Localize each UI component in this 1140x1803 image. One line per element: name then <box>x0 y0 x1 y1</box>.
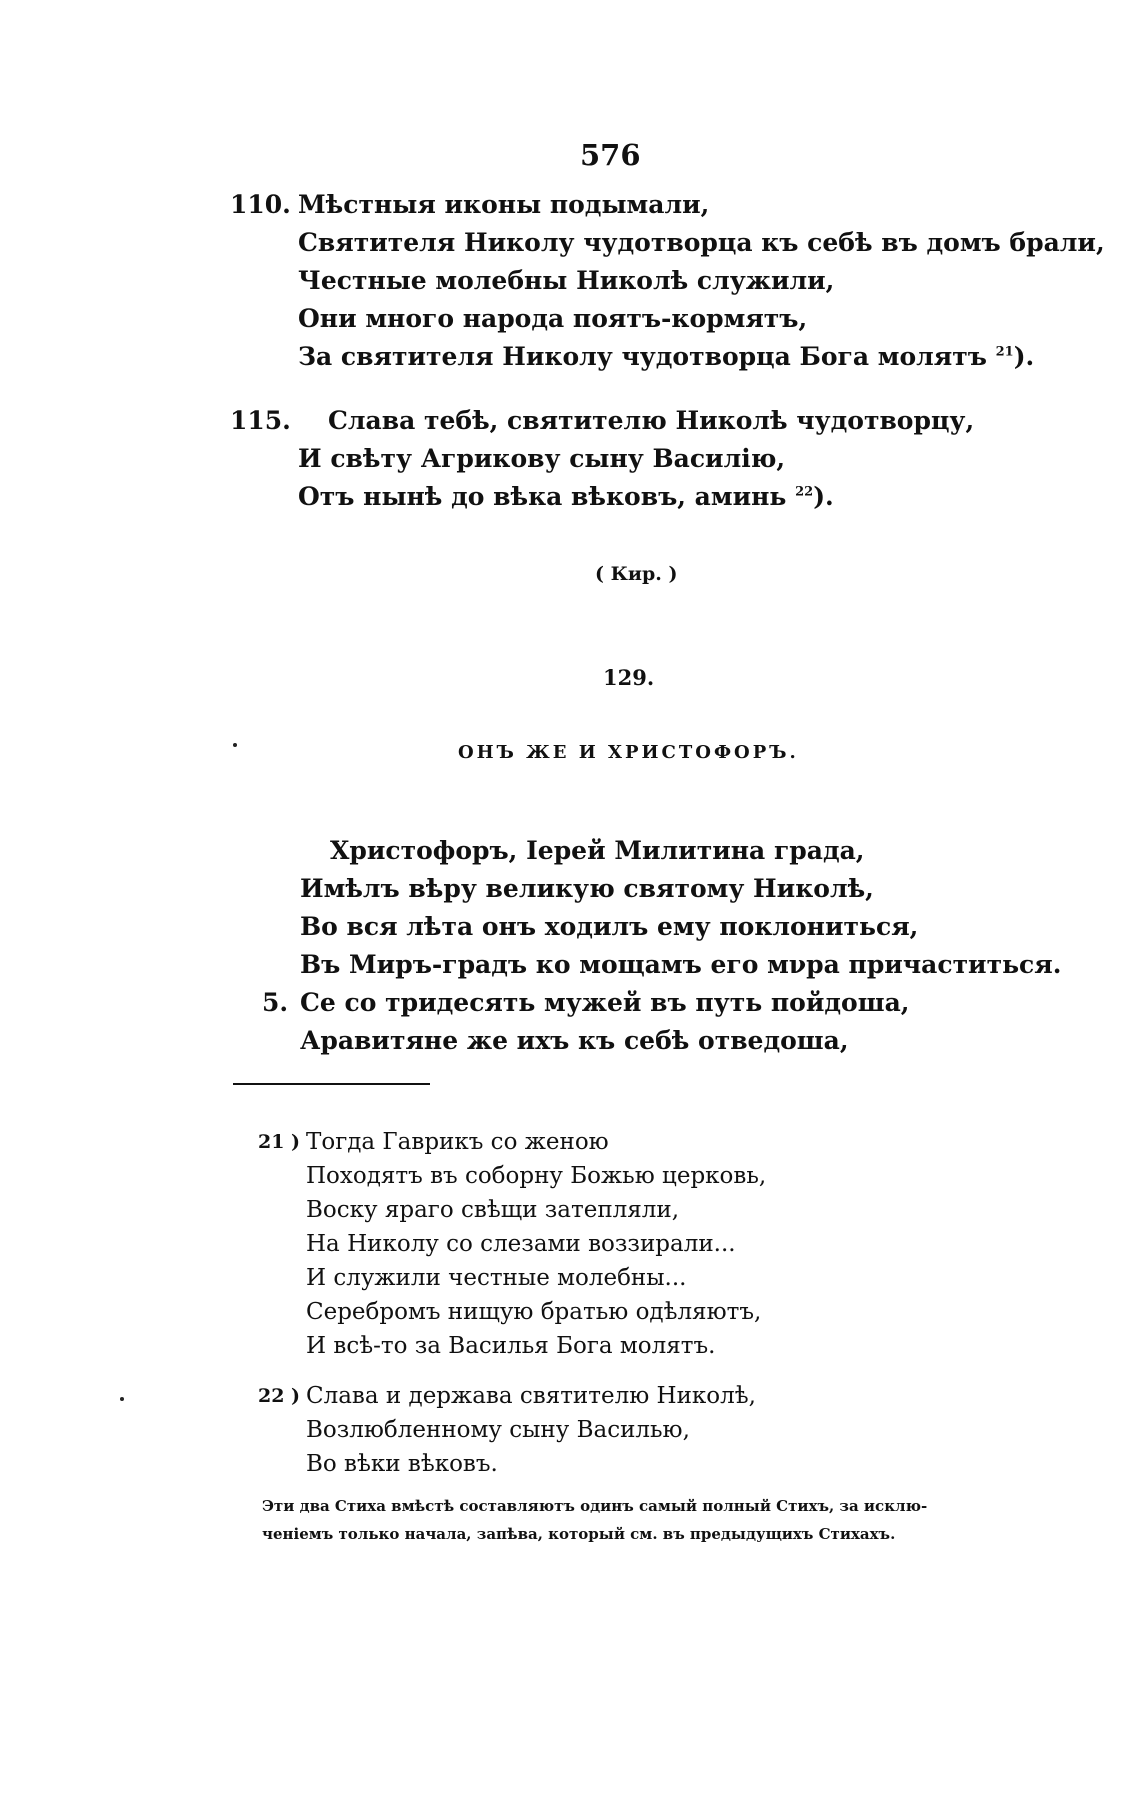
verse-line <box>0 338 1140 376</box>
footnote-text: На Николу со слезами воззирали... <box>306 1231 736 1257</box>
verse-text: Се со тридесять мужей въ путь пойдоша, <box>300 988 910 1017</box>
footnote-21 <box>0 1125 1140 1363</box>
editorial-comment-line-2: ченіемъ только начала, запѣва, который см. въ предыдущихъ Стихахъ. <box>262 1525 896 1543</box>
footnote-line <box>0 1261 1140 1295</box>
verse-text: Имѣлъ вѣру великую святому Николѣ, <box>300 874 874 903</box>
verse-line <box>0 908 1140 946</box>
footnote-line <box>0 1125 1140 1159</box>
verse-line <box>0 262 1140 300</box>
footnote-ref: 21 <box>995 344 1014 360</box>
footnote-line <box>0 1329 1140 1363</box>
verse-line <box>0 984 1140 1022</box>
footnote-text: Возлюбленному сыну Василью, <box>306 1417 690 1443</box>
editorial-comment-line-1: Эти два Стиха вмѣстѣ составляютъ одинъ самый полный Стихъ, за исклю- <box>262 1497 928 1515</box>
footnote-line <box>0 1193 1140 1227</box>
footnote-text: Воску яраго свѣщи затепляли, <box>306 1197 680 1223</box>
footnote-ref: 22 <box>795 484 814 500</box>
poem-title: ОНЪ ЖЕ И ХРИСТОФОРЪ. <box>458 742 799 763</box>
verse-text: Христофоръ, Іерей Милитина града, <box>330 836 865 865</box>
verse-line <box>0 300 1140 338</box>
stanza-b <box>0 402 1140 516</box>
verse-line <box>0 186 1140 224</box>
footnote-line <box>0 1379 1140 1413</box>
footnote-text: И всѣ-то за Василья Бога молятъ. <box>306 1333 716 1359</box>
verse-line <box>0 402 1140 440</box>
footnote-number: 21 ) <box>258 1131 301 1153</box>
verse-text-body: За святителя Николу чудотворца Бога молятъ <box>298 342 987 371</box>
verse-text <box>298 338 1034 376</box>
verse-line <box>0 870 1140 908</box>
verse-text: Святителя Николу чудотворца къ себѣ въ домъ брали, <box>298 228 1105 257</box>
page-number: 576 <box>580 138 641 172</box>
poem-number: 129. <box>603 665 655 690</box>
footnote-line <box>0 1227 1140 1261</box>
footnote-text: Слава и держава святителю Николѣ, <box>306 1383 756 1409</box>
stanza-a <box>0 186 1140 376</box>
verse-text-body: Отъ нынѣ до вѣка вѣковъ, аминь <box>298 482 787 511</box>
poem-body <box>0 832 1140 1060</box>
footnote-22 <box>0 1379 1140 1481</box>
line-number: 110. <box>230 190 291 219</box>
verse-text: Мѣстныя иконы подымали, <box>298 190 710 219</box>
verse-line <box>0 224 1140 262</box>
verse-line <box>0 946 1140 984</box>
source-attribution: ( Кир. ) <box>595 563 678 585</box>
print-speck <box>233 743 237 747</box>
footnote-text: Походятъ въ соборну Божью церковь, <box>306 1163 767 1189</box>
footnote-text: И служили честные молебны... <box>306 1265 687 1291</box>
verse-text: Слава тебѣ, святителю Николѣ чудотворцу, <box>328 406 975 435</box>
verse-text <box>298 478 834 516</box>
verse-text: Въ Миръ-градъ ко мощамъ его мνра причаститься. <box>300 950 1062 979</box>
footnote-separator <box>233 1083 430 1085</box>
verse-text: Во вся лѣта онъ ходилъ ему поклониться, <box>300 912 919 941</box>
footnote-text: Серебромъ нищую братью одѣляютъ, <box>306 1299 762 1325</box>
verse-text: Честные молебны Николѣ служили, <box>298 266 835 295</box>
verse-line <box>0 832 1140 870</box>
verse-text: Аравитяне же ихъ къ себѣ отведоша, <box>300 1026 849 1055</box>
line-number: 5. <box>262 988 289 1017</box>
verse-tail: ). <box>813 482 834 511</box>
verse-text: Они много народа поятъ-кормятъ, <box>298 304 808 333</box>
footnote-text: Тогда Гаврикъ со женою <box>306 1129 609 1155</box>
footnote-line <box>0 1447 1140 1481</box>
footnote-line <box>0 1295 1140 1329</box>
verse-text: И свѣту Агрикову сыну Василію, <box>298 444 786 473</box>
footnote-text: Во вѣки вѣковъ. <box>306 1451 498 1477</box>
footnote-line <box>0 1413 1140 1447</box>
verse-tail: ). <box>1013 342 1035 371</box>
footnote-line <box>0 1159 1140 1193</box>
line-number: 115. <box>230 406 291 435</box>
footnote-number: 22 ) <box>258 1385 301 1407</box>
verse-line <box>0 478 1140 516</box>
verse-line <box>0 1022 1140 1060</box>
verse-line <box>0 440 1140 478</box>
